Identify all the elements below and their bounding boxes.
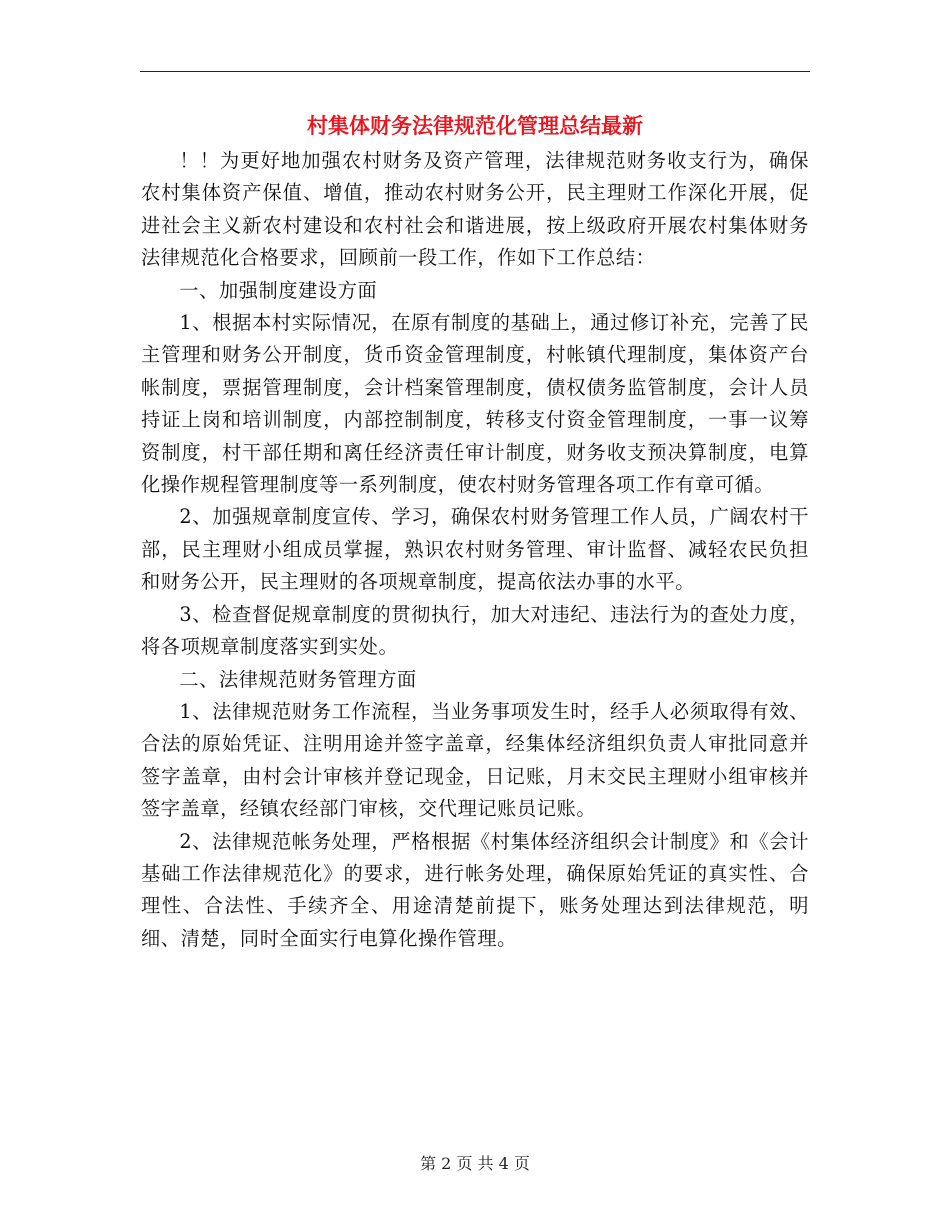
paragraph-2-1: 1、法律规范财务工作流程，当业务事项发生时，经手人必须取得有效、合法的原始凭证、注明用途并签字盖章，经集体经济组织负责人审批同意并签字盖章，由村会计审核并登记现金，日记账，月末交民主理财小组审核并签字盖章，经镇农经部门审核，交代理记账员记账。 xyxy=(141,699,809,821)
document-body xyxy=(141,145,809,955)
paragraph-1-1: 1、根据本村实际情况，在原有制度的基础上，通过修订补充，完善了民主管理和财务公开制度，货币资金管理制度，村帐镇代理制度，集体资产台帐制度，票据管理制度，会计档案管理制度，债权债务监管制度，会计人员持证上岗和培训制度，内部控制制度，转移支付资金管理制度，一事一议筹资制度，村干部任期和离任经济责任审计制度，财务收支预决算制度，电算化操作规程管理制度等一系列制度，使农村财务管理各项工作有章可循。 xyxy=(141,311,809,497)
document-title: 村集体财务法律规范化管理总结最新 xyxy=(307,113,643,138)
header-rule xyxy=(140,71,810,72)
page-number-footer: 第 2 页 共 4 页 xyxy=(420,1154,530,1173)
paragraph-1-3: 3、检查督促规章制度的贯彻执行，加大对违纪、违法行为的查处力度，将各项规章制度落实到实处。 xyxy=(141,602,809,659)
section-heading-2: 二、法律规范财务管理方面 xyxy=(179,667,417,691)
section-heading-1: 一、加强制度建设方面 xyxy=(179,278,378,302)
paragraph-intro: ！！为更好地加强农村财务及资产管理，法律规范财务收支行为，确保农村集体资产保值、增值，推动农村财务公开，民主理财工作深化开展，促进社会主义新农村建设和农村社会和谐进展，按上级政府开展农村集体财务法律规范化合格要求，回顾前一段工作，作如下工作总结： xyxy=(141,149,809,270)
paragraph-2-2: 2、法律规范帐务处理，严格根据《村集体经济组织会计制度》和《会计基础工作法律规范化》的要求，进行帐务处理，确保原始凭证的真实性、合理性、合法性、手续齐全、用途清楚前提下，账务处理达到法律规范，明细、清楚，同时全面实行电算化操作管理。 xyxy=(141,829,809,950)
paragraph-1-2: 2、加强规章制度宣传、学习，确保农村财务管理工作人员，广阔农村干部，民主理财小组成员掌握，熟识农村财务管理、审计监督、减轻农民负担和财务公开，民主理财的各项规章制度，提高依法办事的水平。 xyxy=(141,505,809,594)
